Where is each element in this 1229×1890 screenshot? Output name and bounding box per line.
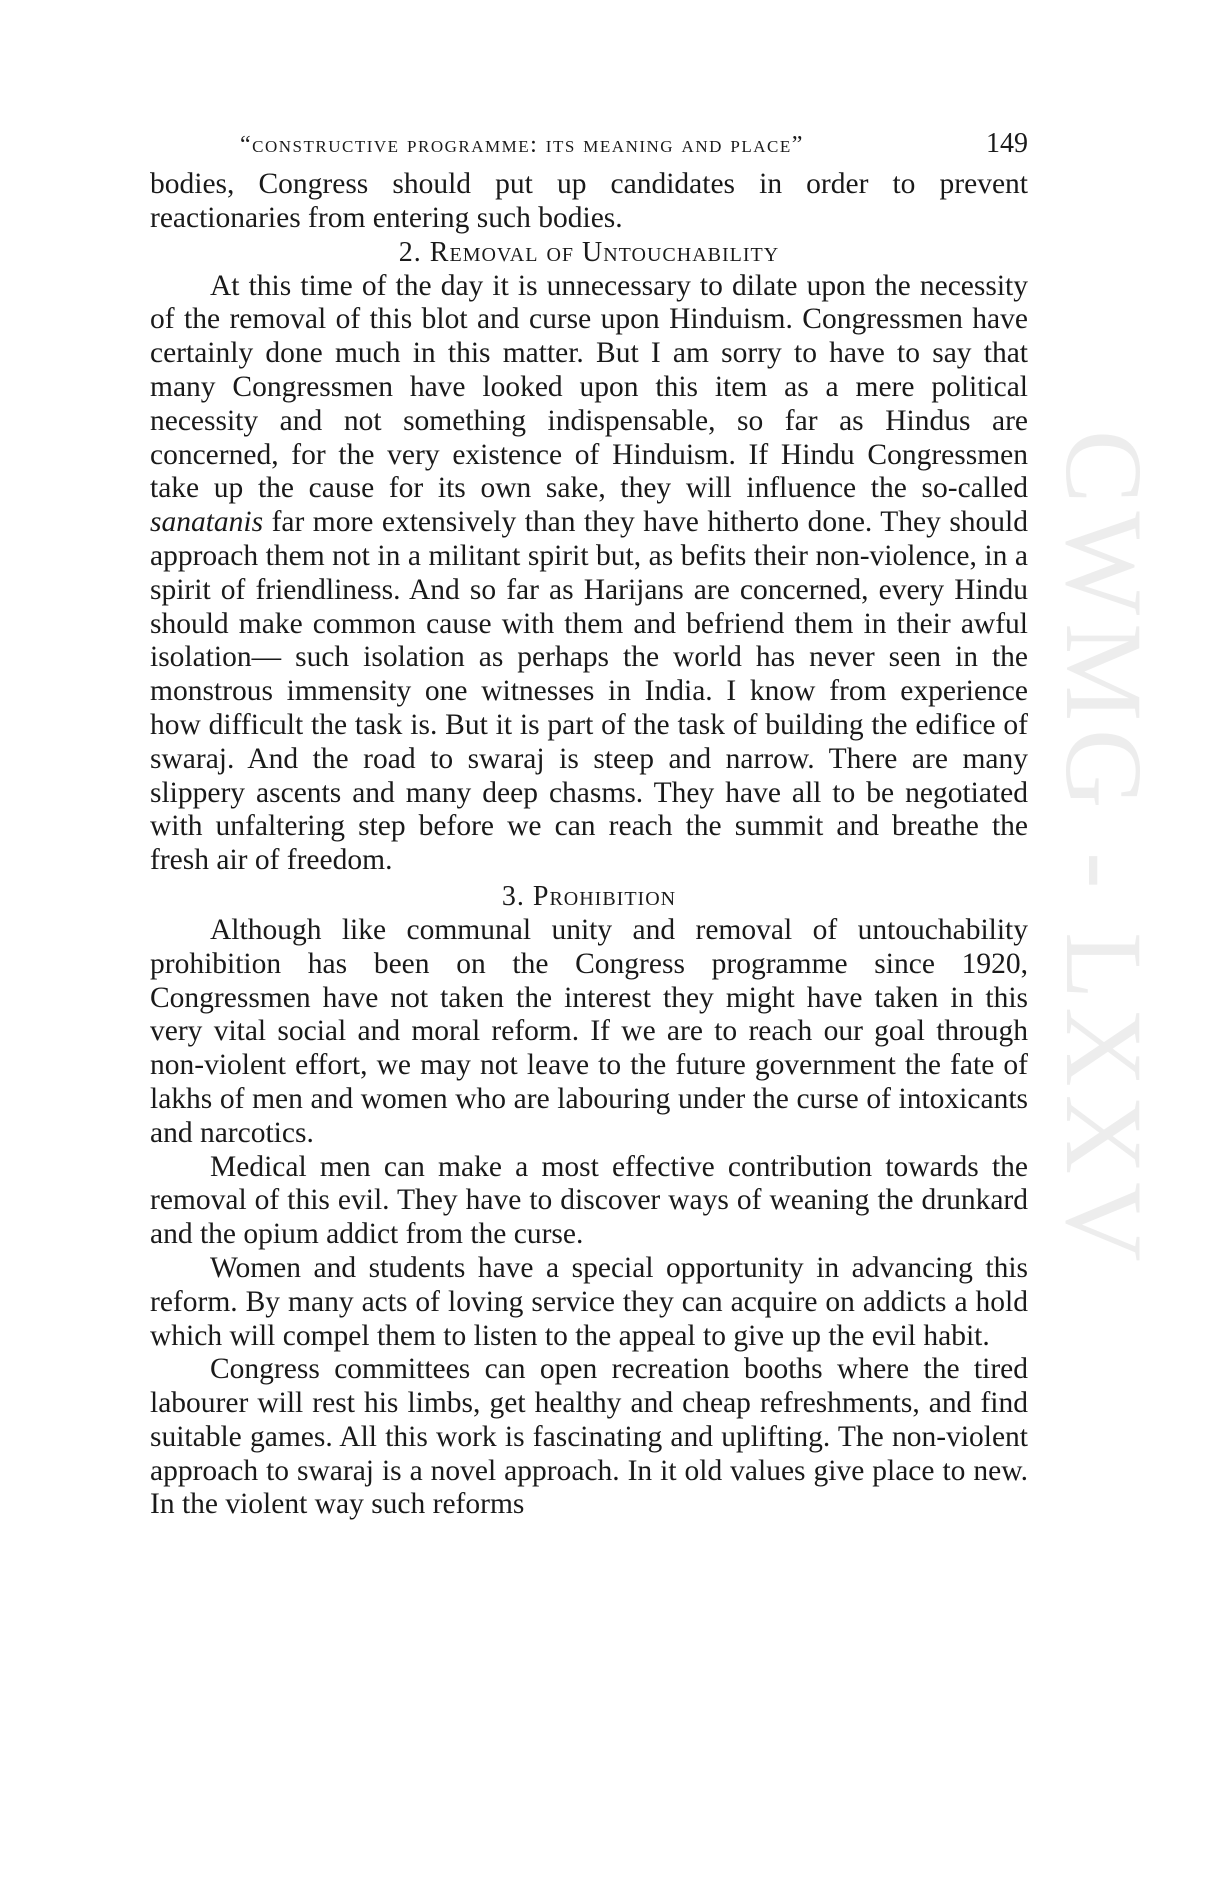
paragraph-text: At this time of the day it is unnecessary to dilate upon the necessity of the removal of this blot and curse upon Hinduism. Congressmen have certainly done much in this matter. But I am sorry to have to say that many Congressmen have looked upon this item as a mere political necessity and not something indispensable, so far as Hindus are concerned, for the very existence of Hinduism. If Hindu Congressmen take up the cause for its own sake, they will influence the so-called	[150, 269, 1028, 505]
italic-term: sanatanis	[150, 506, 264, 539]
paragraph-untouchability	[150, 270, 1028, 878]
running-head-title: “constructive programme: its meaning and place”	[240, 132, 804, 158]
paragraph-congress-committees: Congress committees can open recreation booths where the tired labourer will rest his limbs, get healthy and cheap refreshments, and find suitable games. All this work is fascinating and uplifting. The non-violent approach to swaraj is a novel approach. In it old values give place to new. In the violent way such reforms	[150, 1353, 1028, 1521]
paragraph-text: far more extensively than they have hitherto done. They should approach them not in a militant spirit but, as befits their non-violence, in a spirit of friendliness. And so far as Harijans are concerned, every Hindu should make common cause with them and befriend them in their awful isolation— such isolation as perhaps the world has never seen in the monstrous immensity one witnesses in India. I know from experience how difficult the task is. But it is part of the task of building the edifice of swaraj. And the road to swaraj is steep and narrow. There are many slippery ascents and many deep chasms. They have all to be negotiated with unfaltering step before we can reach the summit and breathe the fresh air of freedom.	[150, 506, 1028, 877]
page-content	[150, 128, 1028, 1522]
paragraph-women-students: Women and students have a special opportunity in advancing this reform. By many acts of loving service they can acquire on addicts a hold which will compel them to listen to the appeal to give up the evil habit.	[150, 1251, 1028, 1352]
paragraph-prohibition: Although like communal unity and removal of untouchability prohibition has been on the Congress programme since 1920, Congressmen have not taken the interest they might have taken in this very vital social and moral reform. If we are to reach our goal through non-violent effort, we may not leave to the future government the fate of lakhs of men and women who are labouring under the curse of intoxicants and narcotics.	[150, 913, 1028, 1149]
paragraph-continued: bodies, Congress should put up candidates in order to prevent reactionaries from entering such bodies.	[150, 168, 1028, 234]
page-number: 149	[986, 128, 1028, 159]
paragraph-medical-men: Medical men can make a most effective contribution towards the removal of this evil. They have to discover ways of weaning the drunkard and the opium addict from the curse.	[150, 1150, 1028, 1251]
watermark: CWMG - LXXV	[1043, 430, 1165, 1270]
section-heading-untouchability: 2. Removal of Untouchability	[398, 236, 780, 268]
running-head	[150, 128, 1028, 168]
section-heading-prohibition: 3. Prohibition	[501, 880, 677, 912]
